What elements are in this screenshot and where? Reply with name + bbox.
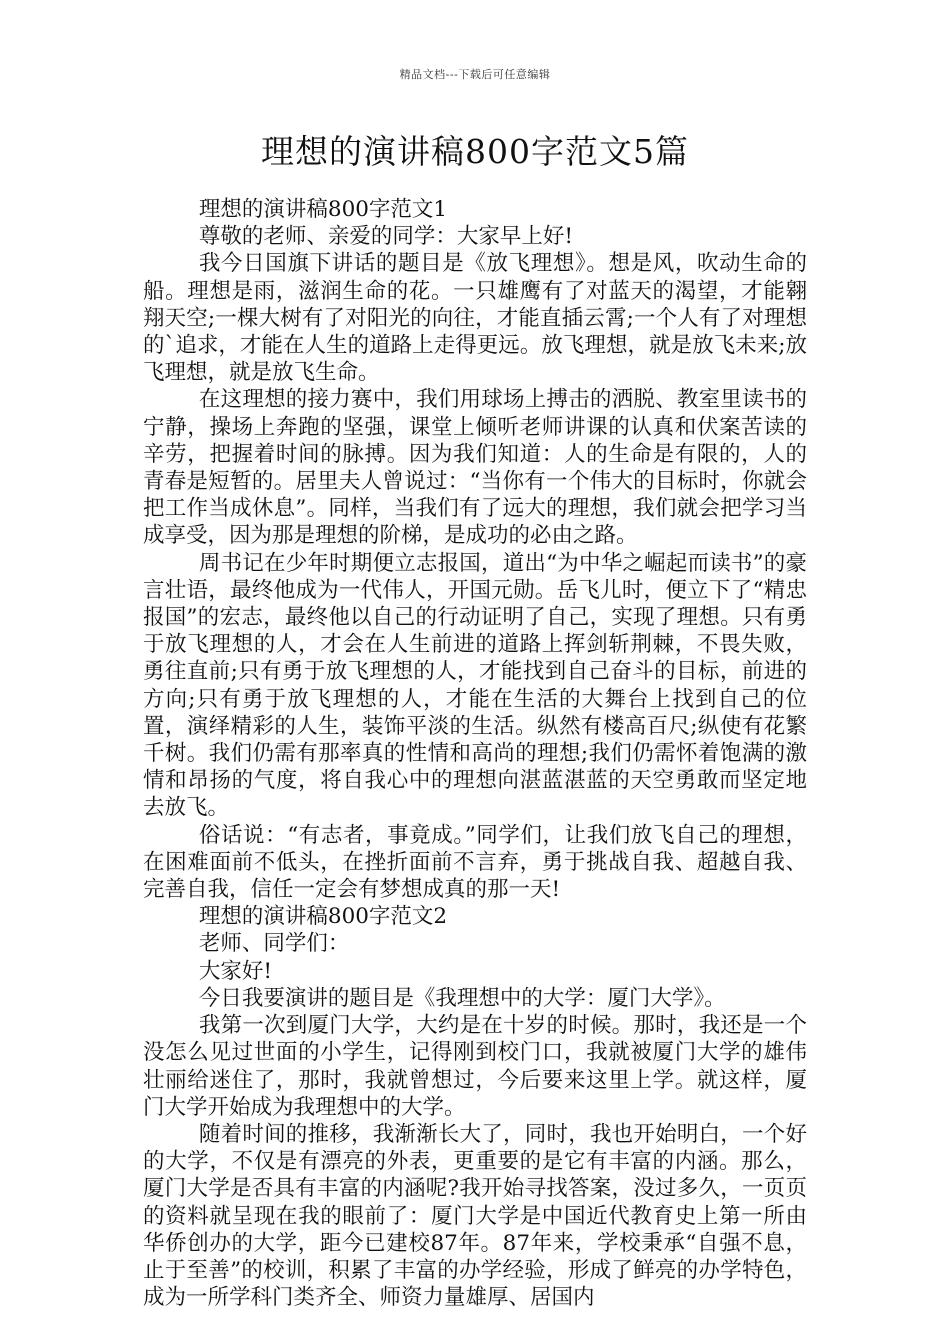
greeting-paragraph: 大家好!	[198, 958, 273, 984]
body-paragraph: 我今日国旗下讲话的题目是《放飞理想》。想是风，吹动生命的船。理想是雨，滋润生命的花。一只雄鹰有了对蓝天的渴望，才能翱翔天空;一棵大树有了对阳光的向往，才能直插云霄;一个人有了对理想的`追求，才能在人生的道路上走得更远。放飞理想，就是放飞未来;放飞理想，就是放飞生命。	[143, 251, 807, 386]
header-note: 精品文档---下载后可任意编辑	[399, 68, 551, 81]
body-paragraph: 今日我要演讲的题目是《我理想中的大学：厦门大学》。	[198, 985, 726, 1011]
greeting-paragraph: 尊敬的老师、亲爱的同学：大家早上好!	[198, 224, 574, 250]
body-paragraph: 我第一次到厦门大学，大约是在十岁的时候。那时，我还是一个没怎么见过世面的小学生，记得刚到校门口，我就被厦门大学的雄伟壮丽给迷住了，那时，我就曾想过，今后要来这里上学。就这样，厦门大学开始成为我理想中的大学。	[143, 1013, 807, 1120]
section-heading-2: 理想的演讲稿800字范文2	[198, 904, 448, 930]
document-title: 理想的演讲稿800字范文5篇	[261, 132, 689, 171]
document-body	[143, 196, 807, 1311]
body-paragraph: 在这理想的接力赛中，我们用球场上搏击的洒脱、教室里读书的 宁静，操场上奔跑的坚强，课堂上倾听老师讲课的认真和伏案苦读的辛劳，把握着时间的脉搏。因为我们知道：人的生命是有限的，人的青春是短暂的。居里夫人曾说过：“当你有一个伟大的目标时，你就会把工作当成休息”。同样，当我们有了远大的理想，我们就会把学习当成享受，因为那是理想的阶梯，是成功的必由之路。	[143, 387, 807, 549]
body-paragraph: 随着时间的推移，我渐渐长大了，同时，我也开始明白，一个好的大学，不仅是有漂亮的外表，更重要的是它有丰富的内涵。那么，厦门大学是否具有丰富的内涵呢?我开始寻找答案，没过多久，一页页的资料就呈现在我的眼前了：厦门大学是中国近代教育史上第一所由华侨创办的大学，距今已建校87年。87年来，学校秉承“自强不息，止于至善”的校训，积累了丰富的办学经验，形成了鲜亮的办学特色，成为一所学科门类齐全、师资力量雄厚、居国内	[143, 1121, 807, 1311]
body-paragraph: 周书记在少年时期便立志报国，道出“为中华之崛起而读书”的豪言壮语，最终他成为一代伟人，开国元勋。岳飞儿时，便立下了“精忠报国”的宏志，最终他以自己的行动证明了自己，实现了理想。只有勇于放飞理想的人，才会在人生前进的道路上挥剑斩荆棘，不畏失败，勇往直前;只有勇于放飞理想的人，才能找到自己奋斗的目标，前进的方向;只有勇于放飞理想的人，才能在生活的大舞台上找到自己的位置，演绎精彩的人生，装饰平淡的生活。纵然有楼高百尺;纵使有花繁千树。我们仍需有那率真的性情和高尚的理想;我们仍需怀着饱满的激情和昂扬的气度，将自我心中的理想向湛蓝湛蓝的天空勇敢而坚定地去放飞。	[143, 550, 807, 821]
body-paragraph: 俗话说：“有志者，事竟成。”同学们，让我们放飞自己的理想，在困难面前不低头，在挫折面前不言弃，勇于挑战自我、超越自我、完善自我，信任一定会有梦想成真的那一天!	[143, 822, 807, 903]
greeting-paragraph: 老师、同学们：	[198, 931, 350, 957]
section-heading-1: 理想的演讲稿800字范文1	[198, 197, 448, 222]
